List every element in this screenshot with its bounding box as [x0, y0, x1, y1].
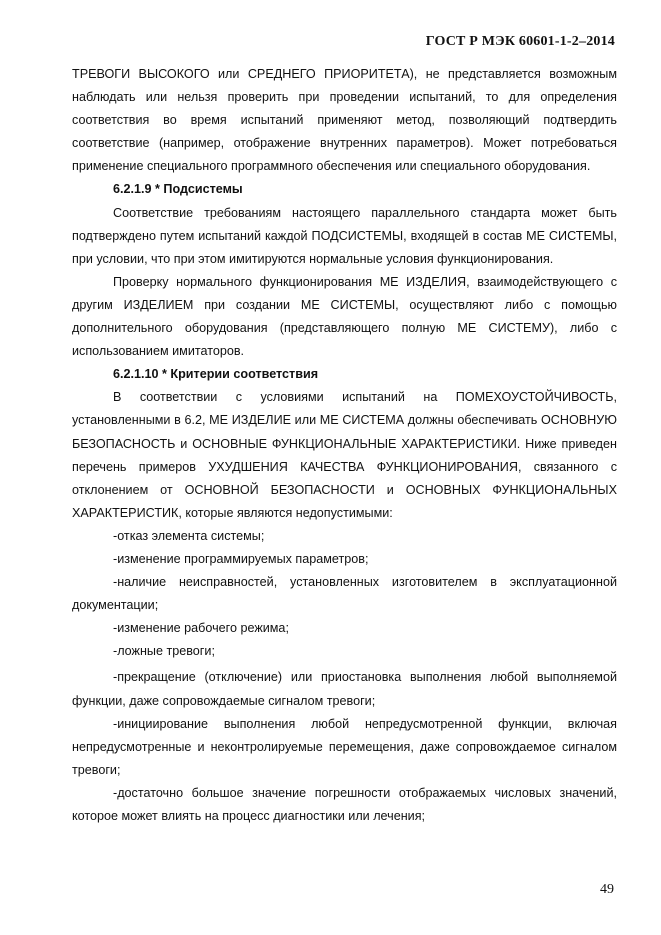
- list-item: -наличие неисправностей, установленных изготовителем в эксплуатационной документации;: [72, 575, 617, 613]
- document-header: ГОСТ Р МЭК 60601-1-2–2014: [425, 34, 615, 49]
- paragraph: ТРЕВОГИ ВЫСОКОГО или СРЕДНЕГО ПРИОРИТЕТА), не представляется возможным наблюдать или нельзя проверить при проведении испытаний, то для определения соответствия во время испытаний применяют метод, позволяющий подтвердить соответствие (например, отображение внутренних параметров). Может потребоваться применение специального программного обеспечения или специального оборудования.: [72, 67, 617, 174]
- list-item: -прекращение (отключение) или приостановка выполнения любой выполняемой функции, даже сопровождаемые сигналом тревоги;: [72, 670, 617, 708]
- list-item: -изменение рабочего режима;: [113, 621, 289, 636]
- list-item: -инициирование выполнения любой непредусмотренной функции, включая непредусмотренные и неконтролируемые перемещения, даже сопровождаемое сигналом тревоги;: [72, 716, 617, 777]
- page-number: 49: [600, 882, 614, 897]
- list-item: -ложные тревоги;: [113, 644, 215, 659]
- list-item: -достаточно большое значение погрешности отображаемых числовых значений, которое может влиять на процесс диагностики или лечения;: [72, 785, 617, 823]
- section-heading-6-2-1-10: 6.2.1.10 * Критерии соответствия: [113, 367, 319, 382]
- list-item: -изменение программируемых параметров;: [113, 551, 369, 566]
- paragraph: В соответствии с условиями испытаний на ПОМЕХОУСТОЙЧИВОСТЬ, установленными в 6.2, МЕ ИЗДЕЛИЕ или МЕ СИСТЕМА должны обеспечивать ОСНОВНУЮ БЕЗОПАСНОСТЬ и ОСНОВНЫЕ ФУНКЦИОНАЛЬНЫЕ ХАРАКТЕРИСТИКИ. Ниже приведен перечень примеров УХУДШЕНИЯ КАЧЕСТВА ФУНКЦИОНИРОВАНИЯ, связанного с отклонением от ОСНОВНОЙ БЕЗОПАСНОСТИ и ОСНОВНЫХ ФУНКЦИОНАЛЬНЫХ ХАРАКТЕРИСТИК, которые являются недопустимыми:: [72, 390, 617, 520]
- section-heading-6-2-1-9: 6.2.1.9 * Подсистемы: [113, 182, 243, 197]
- paragraph: Проверку нормального функционирования МЕ ИЗДЕЛИЯ, взаимодействующего с другим ИЗДЕЛИЕМ при создании МЕ СИСТЕМЫ, осуществляют либо с помощью дополнительного оборудования (представляющего полную МЕ СИСТЕМУ), либо с использованием имитаторов.: [72, 274, 617, 359]
- list-item: -отказ элемента системы;: [113, 528, 265, 543]
- page-body: [72, 63, 617, 828]
- paragraph: Соответствие требованиям настоящего параллельного стандарта может быть подтверждено путем испытаний каждой ПОДСИСТЕМЫ, входящей в состав МЕ СИСТЕМЫ, при условии, что при этом имитируются нормальные условия функционирования.: [72, 205, 617, 266]
